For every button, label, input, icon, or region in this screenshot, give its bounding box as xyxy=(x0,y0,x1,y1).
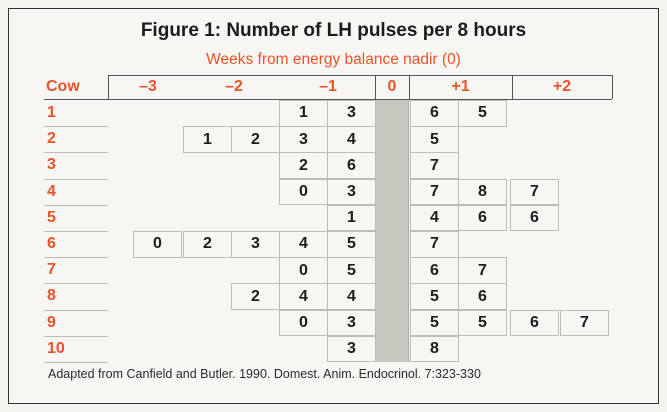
cow-label: 7 xyxy=(47,261,56,279)
pulse-count-cell: 7 xyxy=(410,179,459,206)
cow-label: 1 xyxy=(47,104,56,121)
pulse-count-cell: 1 xyxy=(327,205,376,232)
cow-row-rule xyxy=(44,310,108,311)
pulse-count-cell: 7 xyxy=(510,179,559,206)
cow-label: 5 xyxy=(47,208,56,226)
cow-label: 2 xyxy=(47,130,56,148)
pulse-count-cell: 0 xyxy=(279,257,328,284)
pulse-count-cell: 3 xyxy=(231,231,280,258)
pulse-count-cell: 6 xyxy=(458,283,507,310)
cow-row-rule xyxy=(44,179,108,180)
week-header-5: +2 xyxy=(552,78,572,95)
pulse-count-cell: 1 xyxy=(183,126,232,153)
cow-label: 9 xyxy=(47,313,56,331)
pulse-count-cell: 5 xyxy=(410,310,459,337)
pulse-count-cell: 3 xyxy=(327,310,376,337)
cow-row-rule xyxy=(44,205,108,206)
figure-caption: Adapted from Canfield and Butler. 1990. Domest. Anim. Endocrinol. 7:323-330 xyxy=(48,367,481,381)
pulse-count-cell: 8 xyxy=(410,336,459,363)
pulse-count-cell: 4 xyxy=(327,126,376,153)
cow-label: 3 xyxy=(47,156,56,174)
pulse-count-cell: 4 xyxy=(410,205,459,232)
pulse-count-cell: 7 xyxy=(410,231,459,258)
cow-row-rule xyxy=(44,283,108,284)
pulse-count-cell: 4 xyxy=(279,283,328,310)
pulse-count-cell: 8 xyxy=(458,179,507,206)
pulse-count-cell: 6 xyxy=(510,205,559,232)
header-right-rule xyxy=(612,75,613,99)
pulse-count-cell: 6 xyxy=(410,100,459,127)
pulse-count-cell: 5 xyxy=(327,257,376,284)
week-header-3: 0 xyxy=(387,78,397,95)
pulse-count-cell: 3 xyxy=(327,179,376,206)
cow-row-rule xyxy=(44,362,108,363)
pulse-count-cell: 6 xyxy=(410,257,459,284)
pulse-count-cell: 6 xyxy=(327,152,376,179)
pulse-count-cell: 2 xyxy=(279,152,328,179)
pulse-count-cell: 4 xyxy=(327,283,376,310)
figure-title: Figure 1: Number of LH pulses per 8 hours xyxy=(140,20,527,41)
week-header-4: +1 xyxy=(451,78,470,95)
row-header-cow: Cow xyxy=(46,78,80,95)
cow-row-rule xyxy=(44,231,108,232)
week-header-1: –2 xyxy=(225,78,243,95)
pulse-count-cell: 7 xyxy=(458,257,507,284)
cow-label: 10 xyxy=(47,339,65,357)
cow-label: 8 xyxy=(47,287,56,305)
cow-row-rule xyxy=(44,152,108,153)
pulse-count-cell: 2 xyxy=(231,126,280,153)
pulse-count-cell: 6 xyxy=(458,205,507,232)
pulse-count-cell: 0 xyxy=(133,231,182,258)
pulse-count-cell: 5 xyxy=(410,126,459,153)
pulse-count-cell: 0 xyxy=(279,310,328,337)
pulse-count-cell: 5 xyxy=(458,100,507,127)
cow-label: 6 xyxy=(47,235,56,252)
pulse-count-cell: 2 xyxy=(183,231,232,258)
pulse-count-cell: 7 xyxy=(560,310,609,337)
pulse-count-cell: 5 xyxy=(458,310,507,337)
pulse-count-cell: 5 xyxy=(327,231,376,258)
cow-row-rule xyxy=(44,257,108,258)
pulse-count-cell: 3 xyxy=(327,100,376,127)
pulse-count-cell: 3 xyxy=(279,126,328,153)
pulse-count-cell: 2 xyxy=(231,283,280,310)
week-zero-column xyxy=(375,100,409,362)
pulse-count-cell: 7 xyxy=(410,152,459,179)
figure-subtitle: Weeks from energy balance nadir (0) xyxy=(206,51,461,68)
pulse-count-cell: 5 xyxy=(410,283,459,310)
cow-row-rule xyxy=(44,126,108,127)
week-header-0: –3 xyxy=(139,78,157,95)
pulse-count-cell: 6 xyxy=(510,310,559,337)
pulse-count-cell: 1 xyxy=(279,100,328,127)
week-header-2: –1 xyxy=(319,78,337,95)
pulse-count-cell: 0 xyxy=(279,179,328,206)
cow-label: 4 xyxy=(47,182,56,200)
cow-row-rule xyxy=(44,336,108,337)
pulse-count-cell: 3 xyxy=(327,336,376,363)
pulse-count-cell: 4 xyxy=(279,231,328,258)
